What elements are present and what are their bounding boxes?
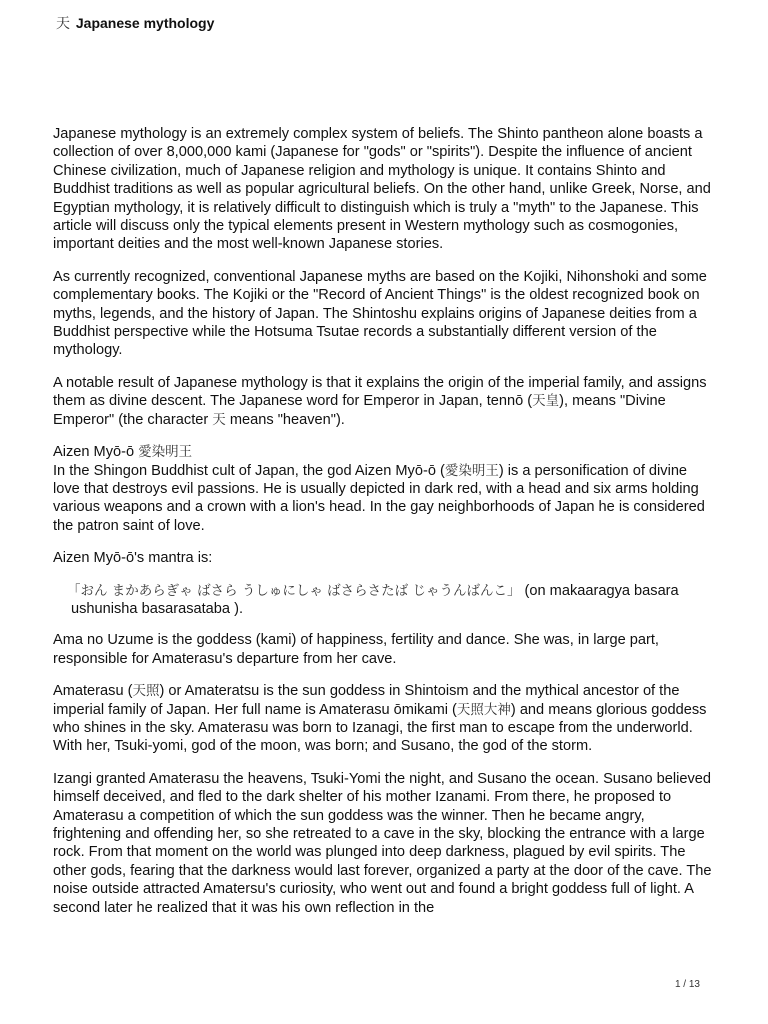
amaterasu-text-a: Amaterasu ( — [53, 683, 133, 700]
uzume-paragraph: Ama no Uzume is the goddess (kami) of happiness, fertility and dance. She was, in large part, responsible for Amaterasu's departure from her cave. — [53, 632, 659, 667]
imperial-text-b: ), means "Divine Emperor" (the character — [53, 393, 666, 428]
imperial-text-a: A notable result of Japanese mythology is that it explains the origin of the imperial family, and assigns them as divine descent. The Japanese word for Emperor in Japan, tennō ( — [53, 374, 707, 410]
aizen-text-a: In the Shingon Buddhist cult of Japan, the god Aizen Myō-ō ( — [53, 462, 445, 479]
ten-kanji: 天 — [212, 411, 226, 428]
aizen-paragraph — [53, 462, 715, 536]
imperial-text-c: means "heaven"). — [225, 411, 345, 428]
amaterasu-paragraph — [53, 682, 715, 756]
amaterasu-text-c: ) and means glorious goddess who shines in the sky. Amaterasu was born to Izanagi, the first man to escape from the underworld. With her, Tsuki-yomi, god of the moon, was born; and Susano, the god of the storm. — [53, 701, 707, 755]
aizen-kanji: 愛染明王 — [444, 462, 499, 479]
tenno-kanji: 天皇 — [532, 393, 560, 410]
amaterasu-omikami-kanji: 天照大神 — [456, 701, 511, 718]
imperial-paragraph — [53, 374, 715, 429]
heaven-kanji-glyph: 天 — [56, 16, 70, 32]
mantra-japanese: 「おん まかあらぎゃ ばさら うしゅにしゃ ばさらさたば じゃうんばんこ」 — [67, 582, 521, 599]
page-indicator: 1 / 13 — [674, 979, 700, 990]
document-body — [53, 125, 715, 931]
cave-story-paragraph: Izangi granted Amaterasu the heavens, Tsuki-Yomi the night, and Susano the ocean. Susano believed himself deceived, and fled to the dark shelter of his mother Izanami. From there, he proposed to Amaterasu a competition of which the sun goddess was the winner. Then he became angry, frightening and offending her, so she retreated to a cave in the sky, blocking the entrance with a large rock. From that moment on the world was plunged into deep darkness, plagued by evil spirits. The other gods, fearing that the darkness would last forever, organized a party at the door of the cave. The noise outside attracted Amatersu's curiosity, who went out and found a bright goddess full of light. A second later he realized that it was his own reflection in the — [53, 770, 712, 916]
aizen-text-b: ) is a personification of divine love that destroys evil passions. He is usually depicted in dark red, with a head and six arms holding various weapons and a crown with a lion's head. In the gay neighborhoods of Japan he is considered the patron saint of love. — [53, 462, 705, 534]
page-header — [56, 14, 214, 33]
document-title: Japanese mythology — [75, 15, 215, 31]
mantra-romanized: (on makaaragya basara ushunisha basarasataba ). — [71, 582, 679, 617]
mantra-quote — [53, 582, 715, 619]
amaterasu-kanji: 天照 — [132, 683, 160, 700]
intro-paragraph: Japanese mythology is an extremely complex system of beliefs. The Shinto pantheon alone boasts a collection of over 8,000,000 kami (Japanese for "gods" or "spirits"). Despite the influence of ancient Chinese civilization, much of Japanese religion and mythology is unique. It contains Shinto and Buddhist traditions as well as popular agricultural beliefs. On the other hand, unlike Greek, Norse, and Egyptian mythology, it is relatively difficult to distinguish which is truly a "myth" to the Japanese. This article will discuss only the typical elements present in Western mythology such as cosmogonies, important deities and the most well-known Japanese stories. — [53, 126, 711, 253]
mantra-intro: Aizen Myō-ō's mantra is: — [53, 550, 213, 567]
aizen-heading — [53, 443, 715, 461]
amaterasu-text-b: ) or Amateratsu is the sun goddess in Shintoism and the mythical ancestor of the imperial family of Japan. Her full name is Amaterasu ōmikami ( — [53, 683, 680, 718]
sources-paragraph: As currently recognized, conventional Japanese myths are based on the Kojiki, Nihonshoki and some complementary books. The Kojiki or the "Record of Ancient Things" is the oldest recognized book on myths, legends, and the history of Japan. The Shintoshu explains origins of Japanese deities from a Buddhist perspective while the Hotsuma Tsutae records a substantially different version of the mythology. — [53, 268, 707, 359]
aizen-heading-text: Aizen Myō-ō — [53, 444, 139, 461]
aizen-heading-kanji: 愛染明王 — [138, 444, 193, 461]
